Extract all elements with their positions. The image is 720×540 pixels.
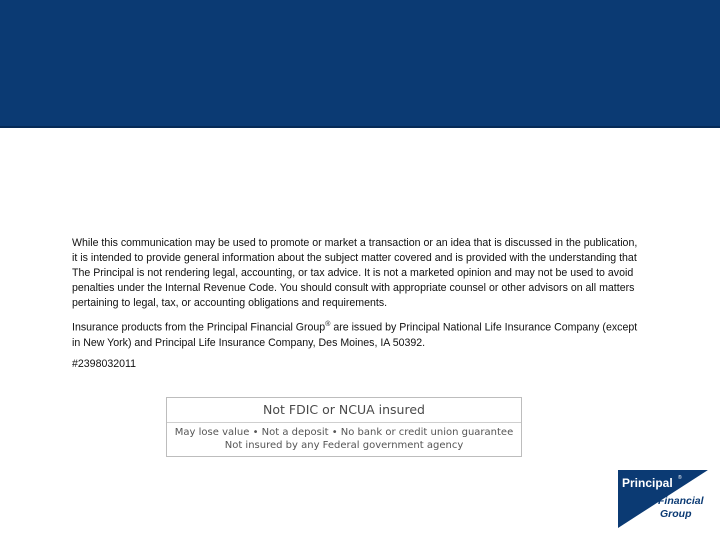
logo-word-financial: Financial bbox=[658, 495, 704, 507]
logo-word-group: Group bbox=[660, 508, 692, 520]
reference-number: #2398032011 bbox=[72, 357, 137, 370]
principal-financial-logo bbox=[618, 470, 720, 528]
disclaimer-text bbox=[72, 236, 644, 378]
fdic-line-1: May lose value • Not a deposit • No bank or credit union guarantee bbox=[174, 427, 514, 438]
disclaimer-paragraph: While this communication may be used to promote or market a transaction or an idea that is discussed in the publication, it is intended to provide general information about the subject matter covered and is provided with the understanding that The Principal is not rendering legal, accounting, or tax advice. It is not a marketed opinion and may not be used to avoid penalties under the Internal Revenue Code. You should consult with appropriate counsel or other advisors on all matters pertaining to legal, tax, or accounting obligations and requirements. bbox=[72, 237, 638, 309]
insurance-paragraph: Insurance products from the Principal Financial Group® are issued by Principal National Life Insurance Company (except in New York) and Principal Life Insurance Company, Des Moines, IA 50392. bbox=[72, 321, 638, 349]
fdic-title: Not FDIC or NCUA insured bbox=[167, 398, 521, 423]
logo-word-principal: Principal bbox=[622, 476, 673, 490]
logo-trademark: ® bbox=[678, 475, 682, 481]
fdic-notice-box bbox=[166, 397, 522, 457]
fdic-line-2: Not insured by any Federal government agency bbox=[224, 440, 464, 451]
header-band bbox=[0, 0, 720, 128]
